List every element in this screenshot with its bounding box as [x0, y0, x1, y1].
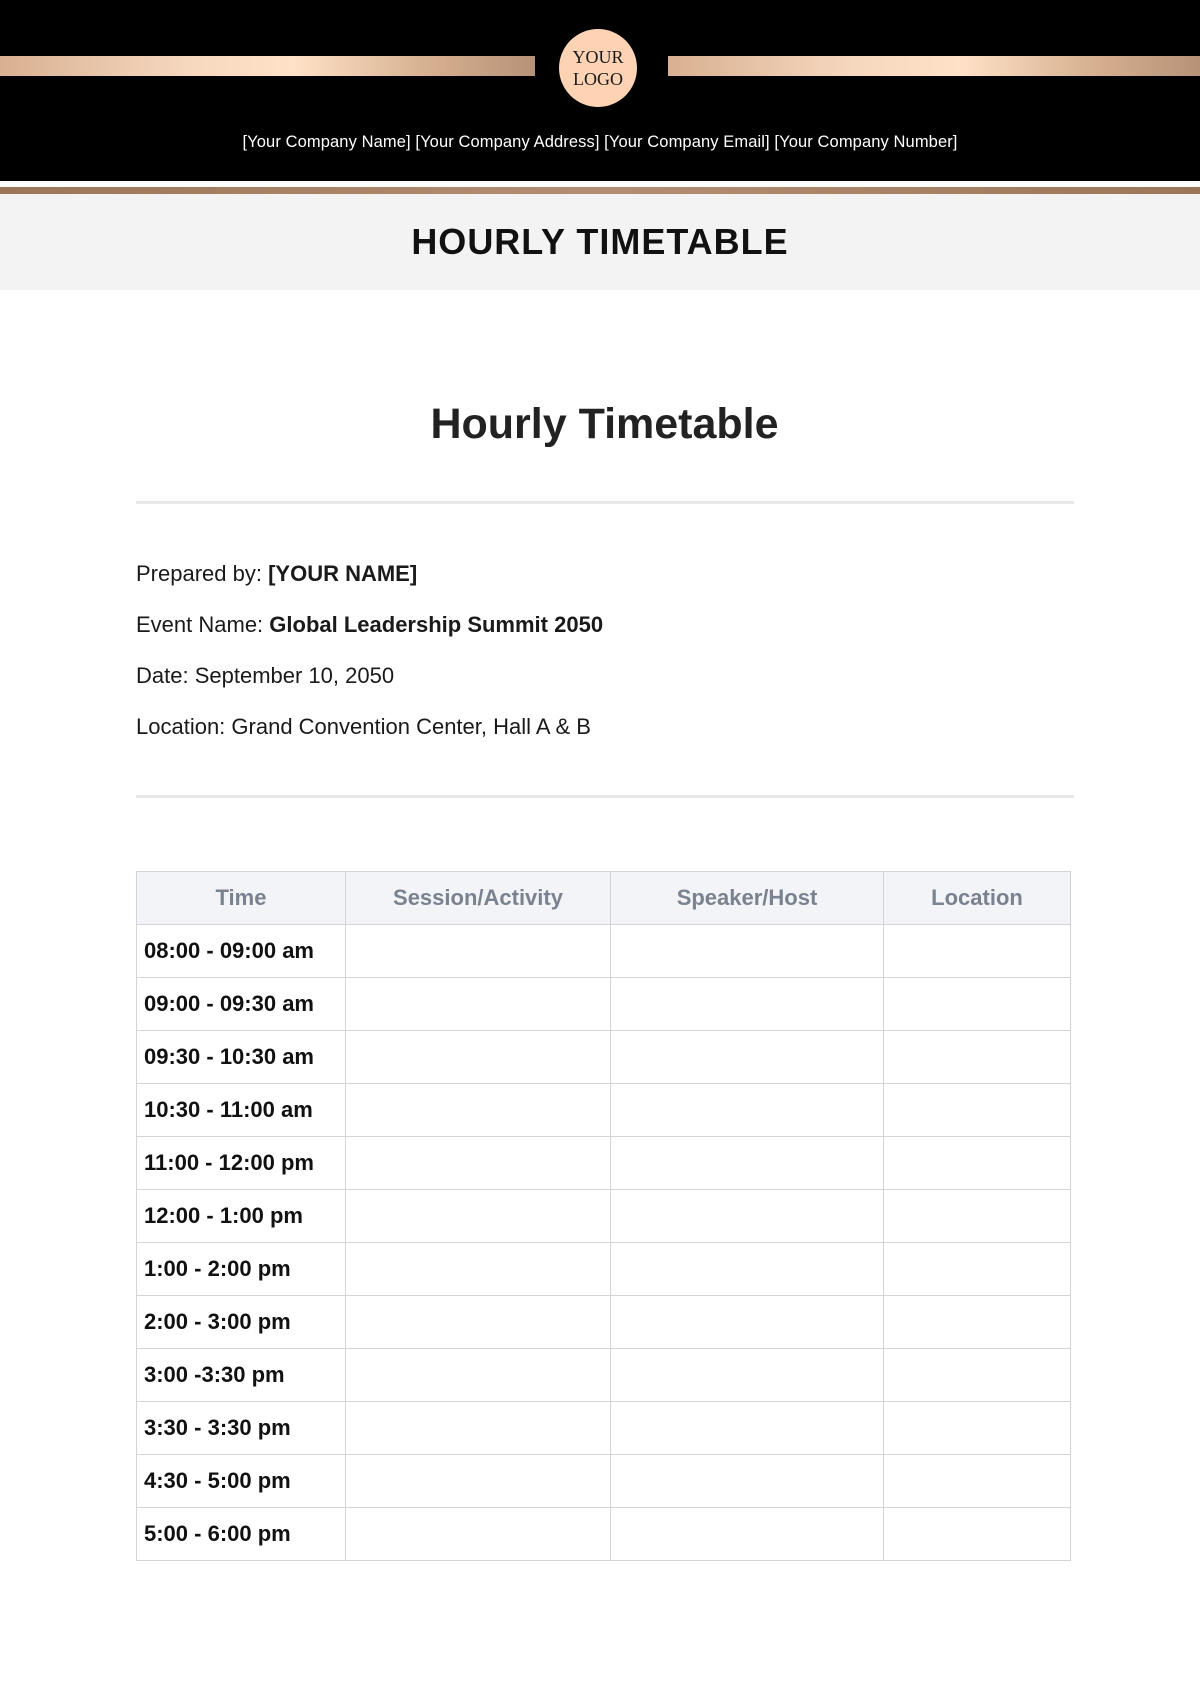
session-cell[interactable]	[346, 1349, 611, 1402]
column-header-session: Session/Activity	[346, 872, 611, 925]
event-name-label: Event Name:	[136, 612, 270, 637]
session-cell[interactable]	[346, 1508, 611, 1561]
time-cell: 2:00 - 3:00 pm	[137, 1296, 346, 1349]
table-row	[137, 1190, 1071, 1243]
time-cell: 09:30 - 10:30 am	[137, 1031, 346, 1084]
time-cell: 12:00 - 1:00 pm	[137, 1190, 346, 1243]
location-cell[interactable]	[884, 1031, 1071, 1084]
gold-accent-bar-right	[668, 56, 1200, 76]
column-header-time: Time	[137, 872, 346, 925]
speaker-cell[interactable]	[611, 978, 884, 1031]
location-label: Location:	[136, 714, 232, 739]
prepared-by-line	[136, 561, 417, 587]
time-cell: 5:00 - 6:00 pm	[137, 1508, 346, 1561]
table-row	[137, 1031, 1071, 1084]
session-cell[interactable]	[346, 1296, 611, 1349]
document-title: Hourly Timetable	[430, 400, 779, 448]
session-cell[interactable]	[346, 1190, 611, 1243]
date-line	[136, 663, 394, 689]
prepared-by-label: Prepared by:	[136, 561, 269, 586]
location-cell[interactable]	[884, 1084, 1071, 1137]
date-label: Date:	[136, 663, 195, 688]
location-cell[interactable]	[884, 1190, 1071, 1243]
banner-title: HOURLY TIMETABLE	[411, 221, 789, 262]
table-row	[137, 1084, 1071, 1137]
location-cell[interactable]	[884, 978, 1071, 1031]
location-line	[136, 714, 591, 740]
session-cell[interactable]	[346, 1243, 611, 1296]
table-row	[137, 1508, 1071, 1561]
location-cell[interactable]	[884, 1402, 1071, 1455]
speaker-cell[interactable]	[611, 1190, 884, 1243]
date-value: September 10, 2050	[194, 663, 395, 688]
location-cell[interactable]	[884, 1508, 1071, 1561]
logo-line-2: LOGO	[573, 69, 623, 89]
location-cell[interactable]	[884, 925, 1071, 978]
session-cell[interactable]	[346, 1402, 611, 1455]
prepared-by-value: [YOUR NAME]	[268, 561, 418, 586]
time-cell: 4:30 - 5:00 pm	[137, 1455, 346, 1508]
section-divider-bottom	[136, 795, 1074, 798]
table-header-row	[137, 872, 1071, 925]
time-cell: 11:00 - 12:00 pm	[137, 1137, 346, 1190]
event-name-line	[136, 612, 603, 638]
table-row	[137, 925, 1071, 978]
table-row	[137, 1296, 1071, 1349]
hourly-timetable	[136, 871, 1071, 1561]
speaker-cell[interactable]	[611, 1402, 884, 1455]
time-cell: 09:00 - 09:30 am	[137, 978, 346, 1031]
gold-accent-bar-left	[0, 56, 535, 76]
table-row	[137, 1243, 1071, 1296]
header-divider-bronze	[0, 187, 1200, 194]
location-cell[interactable]	[884, 1243, 1071, 1296]
session-cell[interactable]	[346, 925, 611, 978]
table-row	[137, 1137, 1071, 1190]
time-cell: 3:00 -3:30 pm	[137, 1349, 346, 1402]
time-cell: 1:00 - 2:00 pm	[137, 1243, 346, 1296]
header-band	[0, 0, 1200, 181]
speaker-cell[interactable]	[611, 1455, 884, 1508]
column-header-location: Location	[884, 872, 1071, 925]
logo-line-1: YOUR	[572, 47, 624, 67]
speaker-cell[interactable]	[611, 1031, 884, 1084]
banner-title-band	[0, 194, 1200, 290]
company-info-line: [Your Company Name] [Your Company Address] [Your Company Email] [Your Company Number]	[242, 133, 958, 151]
company-logo	[559, 29, 637, 107]
event-name-value: Global Leadership Summit 2050	[269, 612, 604, 637]
speaker-cell[interactable]	[611, 1296, 884, 1349]
location-cell[interactable]	[884, 1137, 1071, 1190]
location-cell[interactable]	[884, 1296, 1071, 1349]
location-value: Grand Convention Center, Hall A & B	[231, 714, 591, 739]
time-cell: 08:00 - 09:00 am	[137, 925, 346, 978]
table-row	[137, 978, 1071, 1031]
session-cell[interactable]	[346, 1031, 611, 1084]
session-cell[interactable]	[346, 1084, 611, 1137]
session-cell[interactable]	[346, 978, 611, 1031]
speaker-cell[interactable]	[611, 1084, 884, 1137]
location-cell[interactable]	[884, 1349, 1071, 1402]
speaker-cell[interactable]	[611, 1137, 884, 1190]
column-header-speaker: Speaker/Host	[611, 872, 884, 925]
section-divider-top	[136, 501, 1074, 504]
session-cell[interactable]	[346, 1137, 611, 1190]
time-cell: 10:30 - 11:00 am	[137, 1084, 346, 1137]
location-cell[interactable]	[884, 1455, 1071, 1508]
speaker-cell[interactable]	[611, 925, 884, 978]
time-cell: 3:30 - 3:30 pm	[137, 1402, 346, 1455]
table-row	[137, 1349, 1071, 1402]
session-cell[interactable]	[346, 1455, 611, 1508]
speaker-cell[interactable]	[611, 1508, 884, 1561]
table-row	[137, 1402, 1071, 1455]
speaker-cell[interactable]	[611, 1243, 884, 1296]
table-row	[137, 1455, 1071, 1508]
speaker-cell[interactable]	[611, 1349, 884, 1402]
